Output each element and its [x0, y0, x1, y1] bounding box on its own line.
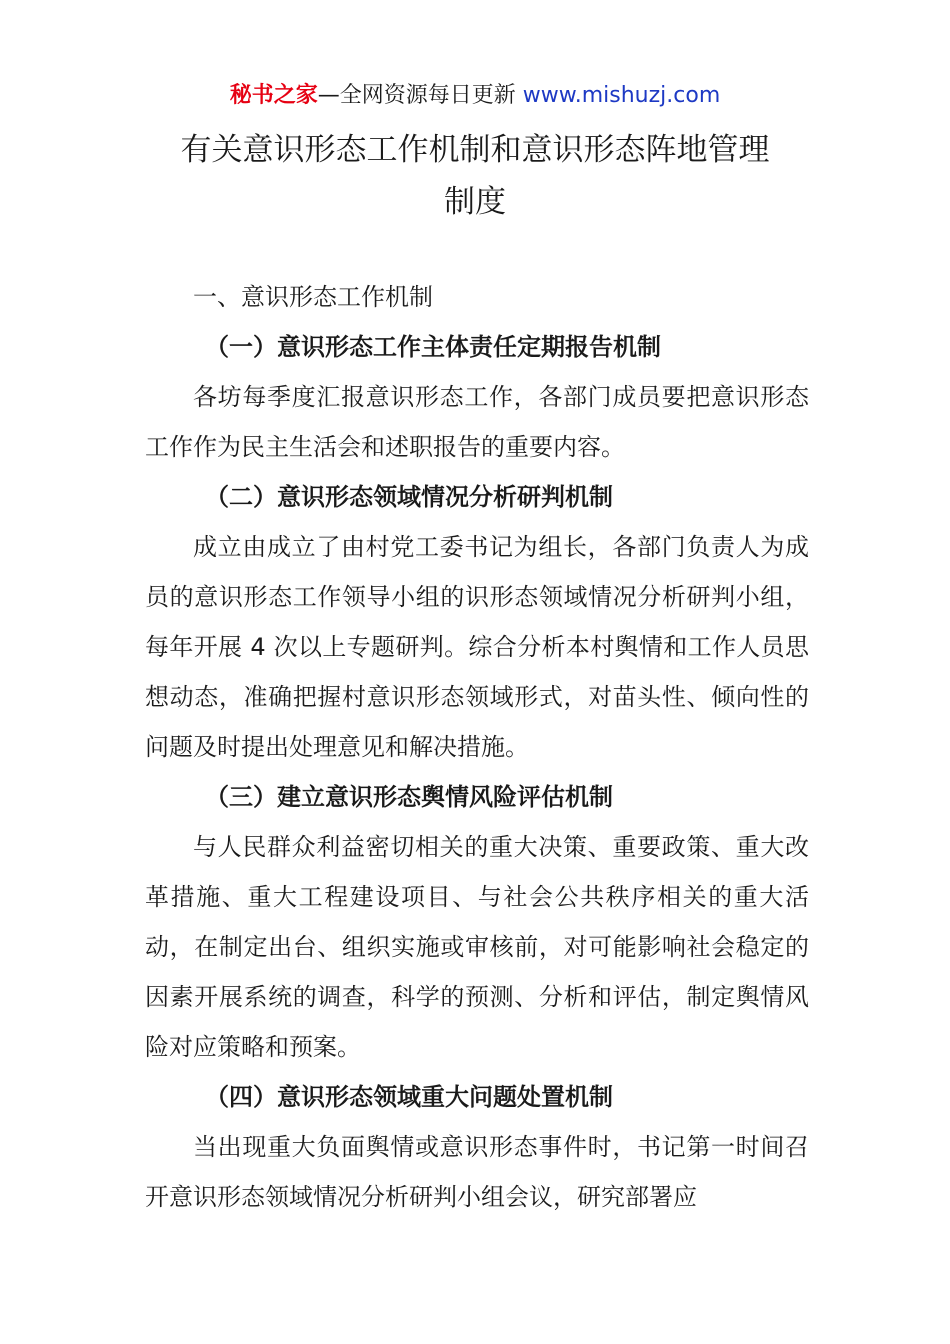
subsection-heading: （一）意识形态工作主体责任定期报告机制: [205, 333, 661, 361]
body-paragraph: 与人民群众利益密切相关的重大决策、重要政策、重大改革措施、重大工程建设项目、与社会公共秩序相关的重大活动，在制定出台、组织实施或审核前，对可能影响社会稳定的因素开展系统的调查，科学的预测、分析和评估，制定舆情风险对应策略和预案。: [145, 833, 809, 1061]
brand-name: 秘书之家: [229, 83, 318, 108]
slogan: —全网资源每日更新: [317, 83, 516, 108]
site-url[interactable]: www.mishuzj.com: [522, 83, 721, 108]
title-line-1: 有关意识形态工作机制和意识形态阵地管理: [180, 132, 770, 168]
header-banner: [0, 80, 950, 112]
body-paragraph: 当出现重大负面舆情或意识形态事件时，书记第一时间召开意识形态领域情况分析研判小组会议，研究部署应: [145, 1133, 809, 1211]
subsection-heading: （三）建立意识形态舆情风险评估机制: [205, 783, 613, 811]
body-paragraph: 各坊每季度汇报意识形态工作，各部门成员要把意识形态工作作为民主生活会和述职报告的重要内容。: [145, 383, 809, 461]
document-title: [0, 124, 950, 228]
section-heading: 一、意识形态工作机制: [193, 283, 433, 311]
subsection-heading: （二）意识形态领域情况分析研判机制: [205, 483, 613, 511]
title-line-2: 制度: [444, 184, 506, 220]
subsection-heading: （四）意识形态领域重大问题处置机制: [205, 1083, 613, 1111]
body-paragraph: 成立由成立了由村党工委书记为组长，各部门负责人为成员的意识形态工作领导小组的识形态领域情况分析研判小组，每年开展 4 次以上专题研判。综合分析本村舆情和工作人员思想动态，准确把握村意识形态领域形式，对苗头性、倾向性的问题及时提出处理意见和解决措施。: [145, 533, 809, 761]
document-body: [145, 272, 809, 1222]
